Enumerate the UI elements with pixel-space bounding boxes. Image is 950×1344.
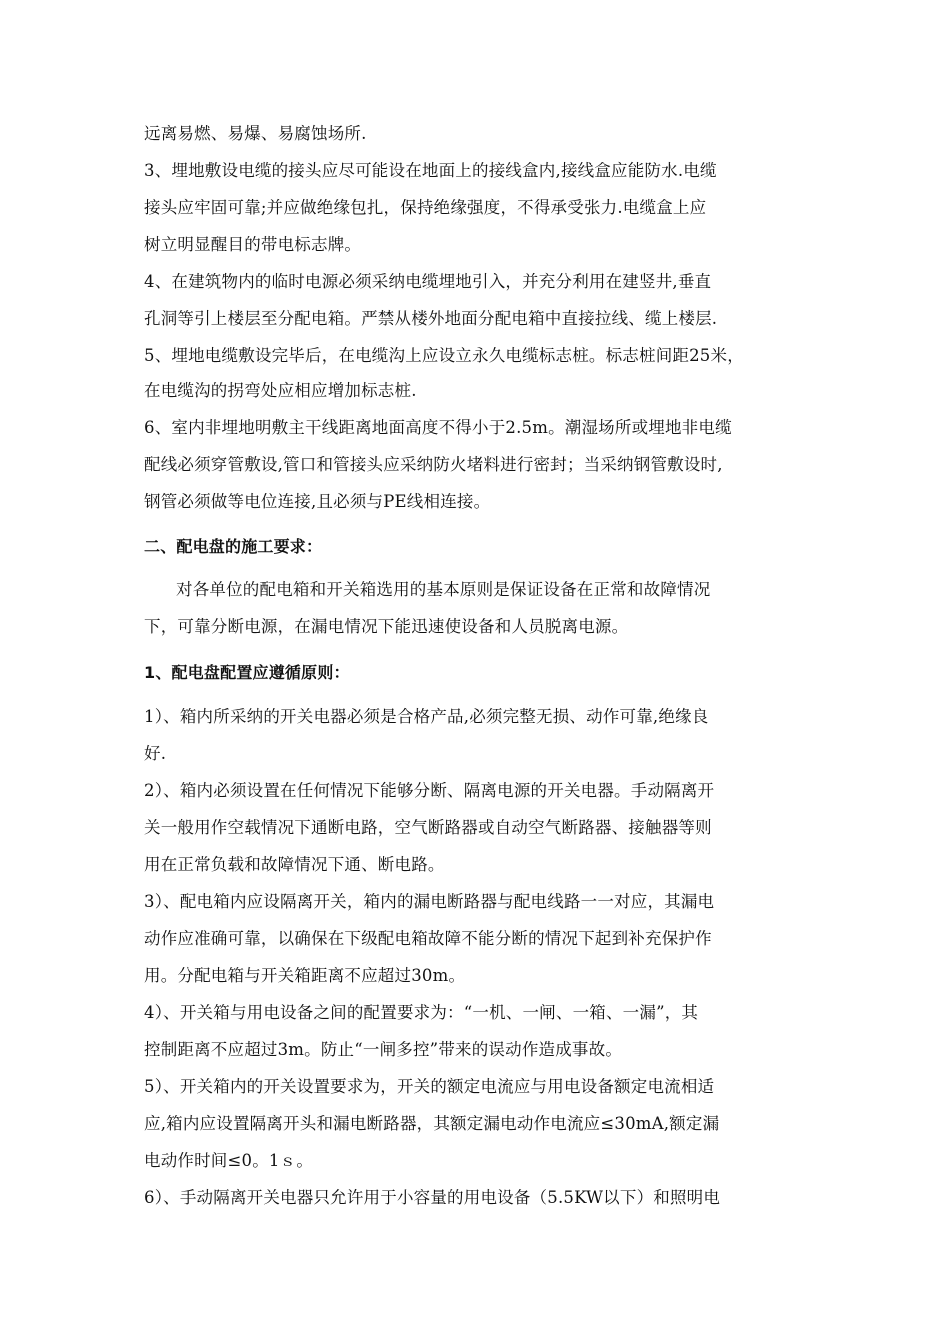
paragraph-line: 6）、手动隔离开关电器只允许用于小容量的用电设备（5.5KW以下）和照明电 xyxy=(144,1188,721,1207)
paragraph-line: 关一般用作空载情况下通断电路，空气断路器或自动空气断路器、接触器等则 xyxy=(144,818,712,837)
paragraph-line: 孔洞等引上楼层至分配电箱。严禁从楼外地面分配电箱中直接拉线、缆上楼层. xyxy=(144,309,718,328)
subsection-heading: 1、配电盘配置应遵循原则： xyxy=(144,663,350,682)
paragraph-line: 3、埋地敷设电缆的接头应尽可能设在地面上的接线盒内,接线盒应能防水.电缆 xyxy=(144,161,717,180)
paragraph-line: 1）、箱内所采纳的开关电器必须是合格产品,必须完整无损、动作可靠,绝缘良 xyxy=(144,707,709,726)
paragraph-line: 4）、开关箱与用电设备之间的配置要求为：“一机、一闸、一箱、一漏”，其 xyxy=(144,1003,699,1022)
paragraph-line: 用在正常负载和故障情况下通、断电路。 xyxy=(144,855,445,874)
paragraph-line: 控制距离不应超过3m。防止“一闸多控”带来的误动作造成事故。 xyxy=(144,1040,623,1059)
paragraph-line: 钢管必须做等电位连接,且必须与PE线相连接。 xyxy=(144,492,491,511)
paragraph-line: 电动作时间≤0。1ｓ。 xyxy=(144,1151,314,1170)
paragraph-line: 2）、箱内必须设置在任何情况下能够分断、隔离电源的开关电器。手动隔离开 xyxy=(144,781,715,800)
paragraph-line: 6、室内非埋地明敷主干线距离地面高度不得小于2.5m。潮湿场所或埋地非电缆 xyxy=(144,418,732,437)
paragraph-line: 接头应牢固可靠;并应做绝缘包扎，保持绝缘强度，不得承受张力.电缆盒上应 xyxy=(144,198,707,217)
paragraph-line: 树立明显醒目的带电标志牌。 xyxy=(144,235,362,254)
paragraph-line: 用。分配电箱与开关箱距离不应超过30m。 xyxy=(144,966,466,985)
paragraph-line: 在电缆沟的拐弯处应相应增加标志桩. xyxy=(144,381,417,400)
paragraph-line: 5）、开关箱内的开关设置要求为，开关的额定电流应与用电设备额定电流相适 xyxy=(144,1077,715,1096)
paragraph-line: 5、埋地电缆敷设完毕后，在电缆沟上应设立永久电缆标志桩。标志桩间距25米， xyxy=(144,346,744,365)
paragraph-line: 应,箱内应设置隔离开头和漏电断路器，其额定漏电动作电流应≤30mA,额定漏 xyxy=(144,1114,720,1133)
paragraph-line: 动作应准确可靠，以确保在下级配电箱故障不能分断的情况下起到补充保护作 xyxy=(144,929,712,948)
paragraph-line: 4、在建筑物内的临时电源必须采纳电缆埋地引入，并充分利用在建竖井,垂直 xyxy=(144,272,712,291)
paragraph-line: 好. xyxy=(144,744,167,763)
paragraph-line: 对各单位的配电箱和开关箱选用的基本原则是保证设备在正常和故障情况 xyxy=(176,580,711,599)
paragraph-line: 配线必须穿管敷设,管口和管接头应采纳防火堵料进行密封；当采纳钢管敷设时, xyxy=(144,455,723,474)
paragraph-line: 下，可靠分断电源，在漏电情况下能迅速使设备和人员脱离电源。 xyxy=(144,617,629,636)
paragraph-line: 远离易燃、易爆、易腐蚀场所. xyxy=(144,124,367,143)
paragraph-line: 3）、配电箱内应设隔离开关，箱内的漏电断路器与配电线路一一对应，其漏电 xyxy=(144,892,715,911)
section-heading: 二、配电盘的施工要求： xyxy=(144,537,323,556)
